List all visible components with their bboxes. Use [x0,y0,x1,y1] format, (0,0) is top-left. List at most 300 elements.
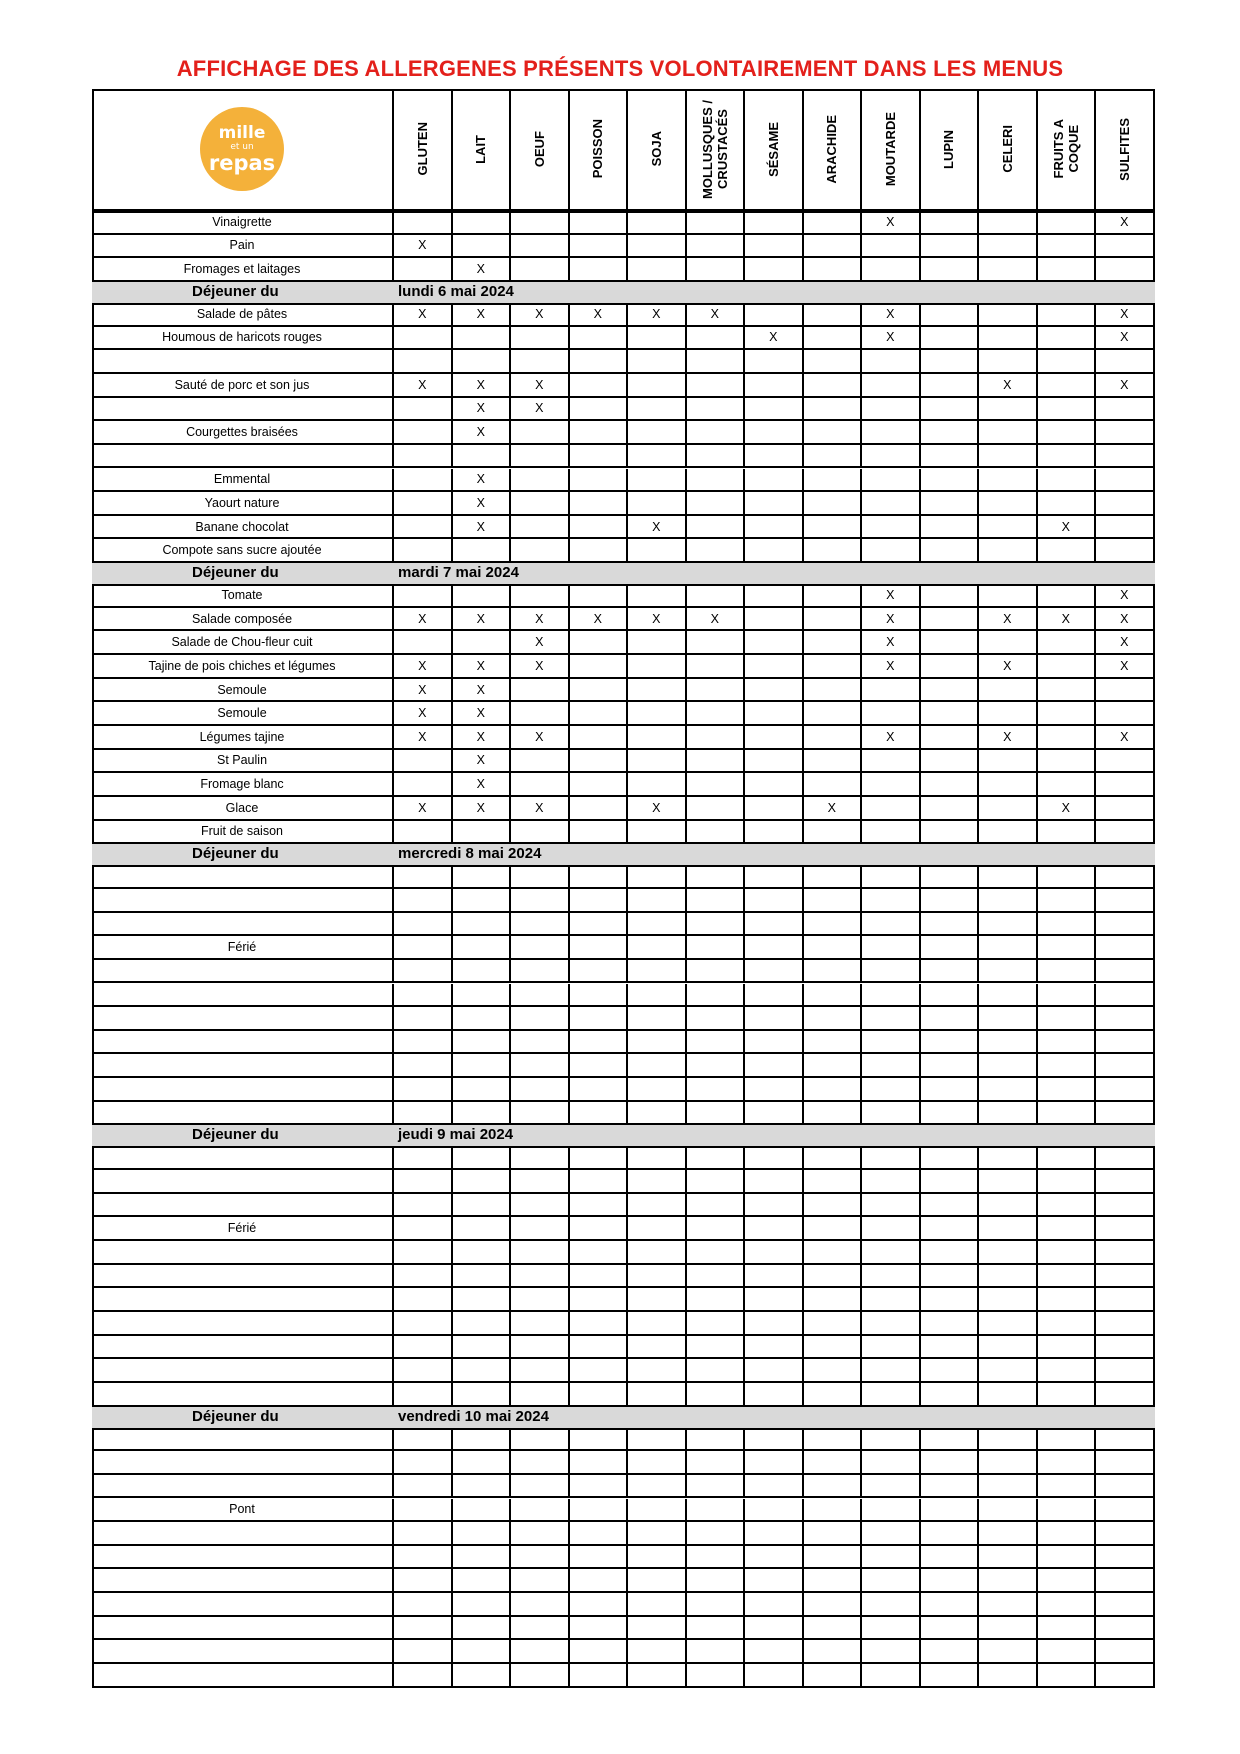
allergen-cell [1096,1569,1155,1593]
allergen-cell [862,1054,921,1078]
allergen-cell [1038,984,1097,1008]
allergen-cell [453,1593,512,1617]
allergen-cell [1096,865,1155,889]
allergen-header [628,89,687,211]
allergen-cell [1096,1288,1155,1312]
allergen-cell [511,492,570,516]
allergen-cell [1096,1640,1155,1664]
allergen-cell [570,1265,629,1289]
dish-name: Férié [92,936,394,960]
allergen-cell [745,984,804,1008]
dish-name [92,350,394,374]
allergen-cell [394,631,453,655]
allergen-mark: X [1096,303,1155,327]
allergen-cell [745,608,804,632]
allergen-table [92,89,1154,1708]
allergen-cell [453,1475,512,1499]
allergen-cell [687,445,746,469]
allergen-cell [921,1569,980,1593]
allergen-cell [921,1241,980,1265]
dish-name [92,1522,394,1546]
allergen-mark: X [394,655,453,679]
allergen-cell [570,1383,629,1407]
day-header-label: Déjeuner du [192,282,279,300]
allergen-header-label: LUPIN [941,129,957,169]
allergen-cell [511,913,570,937]
allergen-cell [862,1312,921,1336]
allergen-cell [745,1336,804,1360]
allergen-mark: X [628,797,687,821]
allergen-cell [979,350,1038,374]
allergen-cell [804,211,863,235]
allergen-cell [1038,469,1097,493]
allergen-cell [394,516,453,540]
allergen-mark: X [453,398,512,422]
allergen-cell [979,1007,1038,1031]
dish-name: Salade de Chou-fleur cuit [92,631,394,655]
day-header-date: mardi 7 mai 2024 [398,564,519,582]
allergen-cell [745,1383,804,1407]
allergen-cell [628,936,687,960]
allergen-cell [628,631,687,655]
allergen-cell [804,889,863,913]
allergen-cell [511,1640,570,1664]
allergen-mark: X [628,303,687,327]
logo [200,107,284,191]
allergen-cell [1096,1054,1155,1078]
allergen-cell [804,1359,863,1383]
allergen-cell [687,1146,746,1170]
allergen-mark: X [979,655,1038,679]
allergen-cell [453,936,512,960]
allergen-cell [979,258,1038,282]
allergen-cell [1038,1170,1097,1194]
dish-name [92,984,394,1008]
dish-name [92,1593,394,1617]
allergen-cell [687,1640,746,1664]
allergen-header [687,89,746,211]
allergen-cell [979,211,1038,235]
allergen-cell [1038,702,1097,726]
allergen-cell [979,1031,1038,1055]
allergen-cell [511,1428,570,1452]
allergen-cell [862,1451,921,1475]
allergen-cell [1038,913,1097,937]
allergen-cell [804,1383,863,1407]
allergen-cell [687,1031,746,1055]
allergen-cell [745,936,804,960]
allergen-cell [1038,1146,1097,1170]
dish-name [92,1617,394,1641]
allergen-cell [511,1359,570,1383]
allergen-cell [628,773,687,797]
allergen-cell [511,821,570,845]
allergen-cell [511,1336,570,1360]
allergen-cell [687,1312,746,1336]
allergen-cell [745,913,804,937]
dish-name [92,445,394,469]
allergen-cell [628,398,687,422]
allergen-cell [804,398,863,422]
allergen-mark: X [1096,584,1155,608]
allergen-cell [745,702,804,726]
allergen-cell [1096,1146,1155,1170]
allergen-cell [628,350,687,374]
allergen-cell [979,1593,1038,1617]
allergen-cell [804,350,863,374]
allergen-cell [687,1288,746,1312]
dish-name [92,1312,394,1336]
allergen-cell [862,1217,921,1241]
allergen-cell [1038,445,1097,469]
allergen-cell [628,1664,687,1688]
allergen-cell [1096,984,1155,1008]
allergen-cell [745,1451,804,1475]
allergen-cell [1038,865,1097,889]
allergen-cell [511,750,570,774]
allergen-cell [394,1569,453,1593]
allergen-cell [1038,374,1097,398]
allergen-cell [687,1217,746,1241]
allergen-mark: X [862,584,921,608]
allergen-cell [570,1499,629,1523]
allergen-cell [804,1007,863,1031]
allergen-cell [1038,1265,1097,1289]
allergen-cell [570,516,629,540]
allergen-cell [687,235,746,259]
allergen-cell [1038,1569,1097,1593]
allergen-cell [570,1217,629,1241]
allergen-cell [628,1336,687,1360]
allergen-cell [862,374,921,398]
allergen-cell [979,750,1038,774]
allergen-cell [1038,889,1097,913]
allergen-cell [745,235,804,259]
allergen-cell [394,1288,453,1312]
allergen-cell [1096,702,1155,726]
allergen-mark: X [453,750,512,774]
allergen-cell [921,821,980,845]
dish-name [92,889,394,913]
allergen-cell [921,631,980,655]
allergen-cell [628,374,687,398]
allergen-cell [921,1031,980,1055]
allergen-cell [628,960,687,984]
allergen-cell [804,1031,863,1055]
allergen-mark: X [511,374,570,398]
allergen-cell [394,1336,453,1360]
allergen-cell [745,1265,804,1289]
day-header-label: Déjeuner du [192,845,279,863]
allergen-cell [453,1428,512,1452]
allergen-cell [745,1475,804,1499]
allergen-cell [570,539,629,563]
dish-name: Fruit de saison [92,821,394,845]
allergen-cell [1096,469,1155,493]
dish-name [92,1475,394,1499]
allergen-cell [921,374,980,398]
allergen-cell [628,655,687,679]
allergen-cell [511,421,570,445]
allergen-mark: X [1096,608,1155,632]
allergen-cell [511,1664,570,1688]
allergen-cell [804,1336,863,1360]
allergen-cell [628,1569,687,1593]
allergen-cell [570,679,629,703]
allergen-mark: X [394,374,453,398]
dish-name: Fromage blanc [92,773,394,797]
allergen-cell [1096,889,1155,913]
allergen-cell [921,1593,980,1617]
allergen-cell [862,1593,921,1617]
allergen-cell [979,327,1038,351]
allergen-cell [394,398,453,422]
allergen-cell [687,350,746,374]
allergen-cell [628,327,687,351]
allergen-cell [570,1078,629,1102]
allergen-cell [628,1146,687,1170]
allergen-cell [921,1078,980,1102]
allergen-cell [979,1383,1038,1407]
allergen-cell [687,889,746,913]
allergen-cell [628,1475,687,1499]
allergen-cell [862,1007,921,1031]
allergen-cell [511,327,570,351]
allergen-cell [804,303,863,327]
allergen-cell [1038,398,1097,422]
allergen-cell [862,936,921,960]
dish-name [92,1054,394,1078]
allergen-mark: X [1096,327,1155,351]
allergen-cell [1038,1640,1097,1664]
allergen-cell [804,1451,863,1475]
allergen-cell [687,1428,746,1452]
allergen-cell [570,865,629,889]
allergen-cell [921,258,980,282]
allergen-cell [453,1451,512,1475]
allergen-cell [628,984,687,1008]
allergen-cell [394,773,453,797]
allergen-cell [1038,1617,1097,1641]
allergen-header-label: MOUTARDE [882,111,898,187]
allergen-cell [570,1336,629,1360]
allergen-cell [628,1054,687,1078]
allergen-mark: X [628,516,687,540]
allergen-cell [511,1475,570,1499]
allergen-cell [1096,1451,1155,1475]
allergen-cell [921,960,980,984]
allergen-cell [453,350,512,374]
allergen-cell [921,1640,980,1664]
allergen-cell [394,1241,453,1265]
allergen-cell [921,539,980,563]
allergen-cell [687,1499,746,1523]
allergen-cell [745,889,804,913]
allergen-cell [1096,936,1155,960]
allergen-cell [570,350,629,374]
dish-name [92,1428,394,1452]
allergen-cell [804,726,863,750]
allergen-mark: X [570,608,629,632]
allergen-cell [979,984,1038,1008]
allergen-cell [804,1546,863,1570]
allergen-cell [804,936,863,960]
allergen-cell [921,1546,980,1570]
allergen-cell [687,1078,746,1102]
allergen-cell [1038,1593,1097,1617]
day-header [92,282,1155,303]
allergen-cell [979,303,1038,327]
allergen-mark: X [862,303,921,327]
allergen-cell [1038,726,1097,750]
allergen-cell [687,1522,746,1546]
allergen-cell [394,1054,453,1078]
allergen-cell [745,303,804,327]
allergen-cell [745,1102,804,1126]
allergen-cell [804,1428,863,1452]
allergen-cell [394,1007,453,1031]
dish-name: Tajine de pois chiches et légumes [92,655,394,679]
allergen-cell [687,865,746,889]
allergen-cell [1038,750,1097,774]
allergen-mark: X [862,327,921,351]
allergen-cell [511,539,570,563]
allergen-cell [1038,1359,1097,1383]
allergen-cell [921,936,980,960]
allergen-header [570,89,629,211]
day-header [92,1407,1155,1428]
allergen-cell [804,1288,863,1312]
allergen-cell [1038,1383,1097,1407]
allergen-mark: X [511,608,570,632]
dish-name: Compote sans sucre ajoutée [92,539,394,563]
allergen-header [1038,89,1097,211]
allergen-cell [1038,1312,1097,1336]
allergen-mark: X [453,797,512,821]
allergen-cell [1096,1031,1155,1055]
dish-name: St Paulin [92,750,394,774]
allergen-mark: X [1096,631,1155,655]
allergen-cell [628,1640,687,1664]
allergen-cell [687,1359,746,1383]
allergen-cell [453,1007,512,1031]
allergen-cell [687,1546,746,1570]
allergen-cell [1096,492,1155,516]
allergen-mark: X [979,726,1038,750]
allergen-cell [511,1146,570,1170]
allergen-cell [394,469,453,493]
allergen-mark: X [453,492,512,516]
allergen-cell [628,1522,687,1546]
dish-name: Tomate [92,584,394,608]
allergen-cell [394,1475,453,1499]
allergen-cell [1096,539,1155,563]
allergen-header-label: OEUF [531,130,547,168]
allergen-cell [687,984,746,1008]
allergen-cell [687,1451,746,1475]
allergen-cell [979,1569,1038,1593]
allergen-cell [921,1265,980,1289]
allergen-cell [921,303,980,327]
allergen-cell [687,516,746,540]
allergen-cell [921,1054,980,1078]
allergen-header-label: LAIT [473,134,489,164]
allergen-cell [453,235,512,259]
allergen-cell [570,889,629,913]
allergen-cell [804,1640,863,1664]
allergen-cell [511,1383,570,1407]
allergen-cell [628,421,687,445]
allergen-cell [921,398,980,422]
day-header-label: Déjeuner du [192,1126,279,1144]
allergen-mark: X [511,655,570,679]
allergen-cell [921,702,980,726]
allergen-cell [570,1617,629,1641]
allergen-cell [687,821,746,845]
allergen-cell [394,750,453,774]
allergen-cell [804,1499,863,1523]
allergen-cell [979,1146,1038,1170]
allergen-cell [804,1664,863,1688]
allergen-cell [570,1031,629,1055]
allergen-cell [394,1593,453,1617]
allergen-cell [804,1194,863,1218]
allergen-header-label: GLUTEN [414,122,430,176]
allergen-cell [979,1522,1038,1546]
allergen-cell [570,1288,629,1312]
allergen-cell [453,1217,512,1241]
allergen-header [745,89,804,211]
allergen-cell [1096,1265,1155,1289]
allergen-cell [687,679,746,703]
allergen-cell [570,1475,629,1499]
allergen-cell [1096,398,1155,422]
allergen-cell [628,889,687,913]
allergen-cell [628,1007,687,1031]
allergen-cell [687,631,746,655]
allergen-cell [511,1241,570,1265]
allergen-cell [687,1194,746,1218]
allergen-cell [570,235,629,259]
allergen-cell [453,1546,512,1570]
allergen-cell [453,1170,512,1194]
allergen-cell [628,1383,687,1407]
allergen-cell [1038,539,1097,563]
allergen-header [921,89,980,211]
dish-name [92,1170,394,1194]
allergen-cell [921,655,980,679]
allergen-cell [394,889,453,913]
allergen-cell [570,258,629,282]
day-header-date: lundi 6 mai 2024 [398,282,514,300]
allergen-cell [628,258,687,282]
allergen-cell [804,1217,863,1241]
allergen-cell [804,1265,863,1289]
allergen-header-label: SÉSAME [765,121,781,177]
allergen-mark: X [1038,516,1097,540]
dish-name [92,1007,394,1031]
dish-name: Légumes tajine [92,726,394,750]
allergen-cell [804,1241,863,1265]
allergen-cell [862,1617,921,1641]
allergen-cell [862,865,921,889]
allergen-header-label: FRUITS A COQUE [1050,119,1081,179]
allergen-cell [511,889,570,913]
allergen-cell [687,258,746,282]
allergen-cell [921,726,980,750]
allergen-cell [511,1217,570,1241]
allergen-mark: X [862,631,921,655]
